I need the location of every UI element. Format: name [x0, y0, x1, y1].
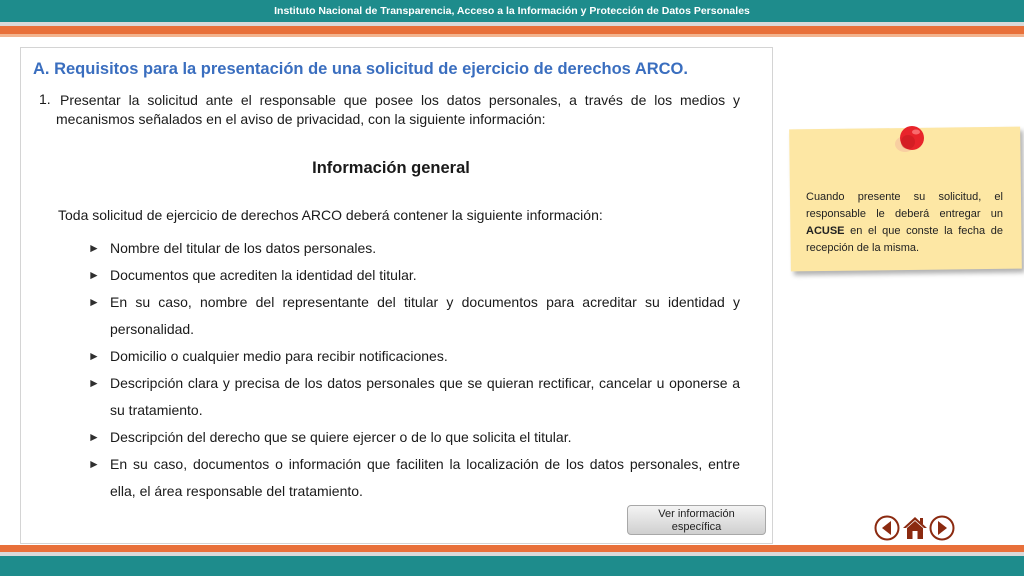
footer-bar: [0, 556, 1024, 576]
list-item-text: En su caso, nombre del representante del titular y documentos para acreditar su identidad y personalidad.: [110, 294, 740, 337]
header-divider-peach: [0, 34, 1024, 37]
home-icon[interactable]: [902, 515, 928, 541]
bullet-arrow-icon: ►: [88, 349, 100, 363]
note-text-part2: en el que conste la fecha de recepción de la misma.: [806, 225, 1003, 254]
requirements-list: [88, 235, 740, 505]
intro-number: 1.: [39, 91, 51, 107]
bullet-arrow-icon: ►: [88, 295, 100, 309]
list-item: [88, 343, 740, 370]
intro-text: Presentar la solicitud ante el responsable que posee los datos personales, a través de los medios y mecanismos señalados en el aviso de privacidad, con la siguiente información:: [56, 92, 740, 127]
header-divider-orange: [0, 26, 1024, 34]
section-title: A. Requisitos para la presentación de una solicitud de ejercicio de derechos ARCO.: [33, 60, 688, 78]
pushpin-icon: [893, 123, 927, 157]
content-panel: [20, 47, 773, 544]
lead-text: Toda solicitud de ejercicio de derechos ARCO deberá contener la siguiente información:: [58, 207, 603, 223]
more-info-label-line2: específica: [671, 521, 722, 533]
more-info-label-line1: Ver información: [658, 508, 735, 520]
note-text: [806, 189, 1003, 257]
list-item: [88, 451, 740, 505]
more-info-button[interactable]: [627, 505, 766, 535]
list-item-text: Descripción del derecho que se quiere ejercer o de lo que solicita el titular.: [110, 429, 572, 445]
arrow-left-icon[interactable]: [874, 515, 900, 541]
bullet-arrow-icon: ►: [88, 457, 100, 471]
list-item-text: Nombre del titular de los datos personales.: [110, 240, 377, 256]
list-item-text: Documentos que acrediten la identidad del titular.: [110, 267, 417, 283]
bullet-arrow-icon: ►: [88, 268, 100, 282]
subheading: Información general: [312, 159, 470, 177]
header-title: Instituto Nacional de Transparencia, Acceso a la Información y Protección de Datos Personales: [274, 5, 750, 17]
list-item: [88, 289, 740, 343]
list-item-text: Descripción clara y precisa de los datos personales que se quieran rectificar, cancelar u oponerse a su tratamiento.: [110, 375, 740, 418]
list-item: [88, 424, 740, 451]
bullet-arrow-icon: ►: [88, 241, 100, 255]
list-item-text: Domicilio o cualquier medio para recibir notificaciones.: [110, 348, 448, 364]
list-item: [88, 370, 740, 424]
list-item-text: En su caso, documentos o información que faciliten la localización de los datos personales, entre ella, el área responsable del tratamiento.: [110, 456, 740, 499]
footer-divider-orange: [0, 545, 1024, 552]
arrow-right-icon[interactable]: [929, 515, 955, 541]
list-item: [88, 235, 740, 262]
note-acuse-text: ACUSE: [806, 225, 845, 237]
note-text-part1: Cuando presente su solicitud, el responsable le deberá entregar un: [806, 191, 1003, 220]
bullet-arrow-icon: ►: [88, 430, 100, 444]
bullet-arrow-icon: ►: [88, 376, 100, 390]
list-item: [88, 262, 740, 289]
